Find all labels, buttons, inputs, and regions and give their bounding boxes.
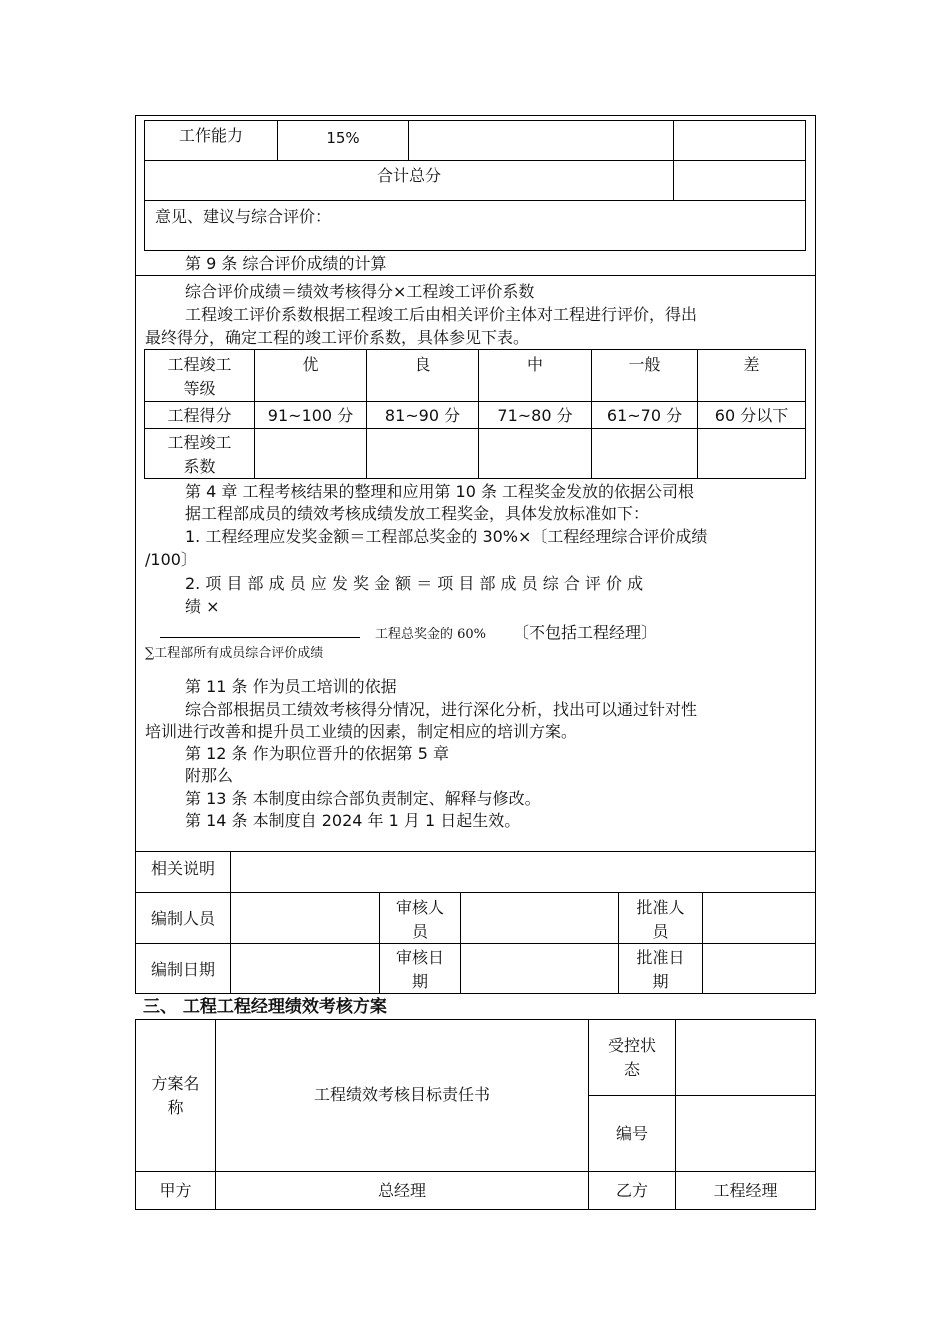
party-a-label: 甲方 xyxy=(159,1181,192,1200)
grade-poor: 差 xyxy=(743,355,760,374)
controlled-status-label: 受控状 态 xyxy=(607,1036,656,1079)
article-12-title: 第 12 条 作为职位晋升的依据第 5 章 xyxy=(185,744,449,763)
party-b-label: 乙方 xyxy=(615,1181,648,1200)
grade-excellent: 优 xyxy=(302,355,319,374)
bonus-item-2: 2. 项 目 部 成 员 应 发 奖 金 额 ＝ 项 目 部 成 员 综 合 评 价 成 xyxy=(185,574,644,593)
bonus-item-1-cont: /100〕 xyxy=(145,550,197,569)
approver-label: 批准人 员 xyxy=(636,898,685,941)
party-a-value: 总经理 xyxy=(377,1181,426,1200)
grade-medium: 中 xyxy=(526,355,543,374)
number-label: 编号 xyxy=(615,1124,648,1143)
score-range: 71~80 分 xyxy=(497,406,573,425)
work-ability-percent: 15% xyxy=(326,129,360,147)
fraction-bar xyxy=(160,637,360,638)
bonus-item-1: 1. 工程经理应发奖金额＝工程部总奖金的 30%×〔工程经理综合评价成绩 xyxy=(185,527,708,546)
reviewer-label: 审核人 员 xyxy=(395,898,444,941)
score-label: 工程得分 xyxy=(167,406,232,425)
appendix-text: 附那么 xyxy=(185,766,234,785)
plan-name-label: 方案名 称 xyxy=(151,1074,200,1117)
party-b-value: 工程经理 xyxy=(713,1181,778,1200)
fraction-numerator: 工程总奖金的 60% xyxy=(375,627,487,642)
compiled-by-label: 编制人员 xyxy=(150,909,215,928)
plan-title: 工程绩效考核目标责任书 xyxy=(313,1085,490,1104)
score-range: 91~100 分 xyxy=(267,406,354,425)
paragraph-line: 最终得分，确定工程的竣工评价系数，具体参见下表。 xyxy=(145,328,530,347)
grade-good: 良 xyxy=(414,355,431,374)
grade-header-label: 工程竣工 等级 xyxy=(167,355,232,398)
total-score-label: 合计总分 xyxy=(376,166,441,185)
approve-date-label: 批准日 期 xyxy=(636,948,685,991)
article-11-body: 培训进行改善和提升员工业绩的因素，制定相应的培训方案。 xyxy=(145,722,578,741)
score-range: 60 分以下 xyxy=(714,406,789,425)
article-13: 第 13 条 本制度由综合部负责制定、解释与修改。 xyxy=(185,789,541,808)
compiled-date-label: 编制日期 xyxy=(150,960,215,979)
work-ability-label: 工作能力 xyxy=(178,126,243,145)
coefficient-label: 工程竣工 系数 xyxy=(167,433,232,476)
score-range: 81~90 分 xyxy=(384,406,461,425)
chapter-4-line: 据工程部成员的绩效考核成绩发放工程奖金，具体发放标准如下： xyxy=(185,504,650,523)
section-3-heading: 三、 工程工程经理绩效考核方案 xyxy=(143,997,387,1017)
article-14: 第 14 条 本制度自 2024 年 1 月 1 日起生效。 xyxy=(185,811,521,830)
fraction-note: 〔不包括工程经理〕 xyxy=(513,623,658,642)
paragraph-line: 工程竣工评价系数根据工程竣工后由相关评价主体对工程进行评价，得出 xyxy=(185,305,698,324)
related-notes-label: 相关说明 xyxy=(150,859,215,878)
fraction-denominator: ∑工程部所有成员综合评价成绩 xyxy=(145,646,324,661)
score-range: 61~70 分 xyxy=(606,406,683,425)
article-11-title: 第 11 条 作为员工培训的依据 xyxy=(185,677,397,696)
grade-average: 一般 xyxy=(628,355,661,374)
article-11-body: 综合部根据员工绩效考核得分情况，进行深化分析，找出可以通过针对性 xyxy=(185,700,698,719)
formula-text: 综合评价成绩＝绩效考核得分×工程竣工评价系数 xyxy=(185,282,535,301)
comments-label: 意见、建议与综合评价： xyxy=(155,207,332,226)
chapter-4-line: 第 4 章 工程考核结果的整理和应用第 10 条 工程奖金发放的依据公司根 xyxy=(185,482,695,501)
bonus-item-2-cont: 绩 × xyxy=(185,597,220,616)
review-date-label: 审核日 期 xyxy=(395,948,444,991)
article-9-title: 第 9 条 综合评价成绩的计算 xyxy=(185,254,387,273)
